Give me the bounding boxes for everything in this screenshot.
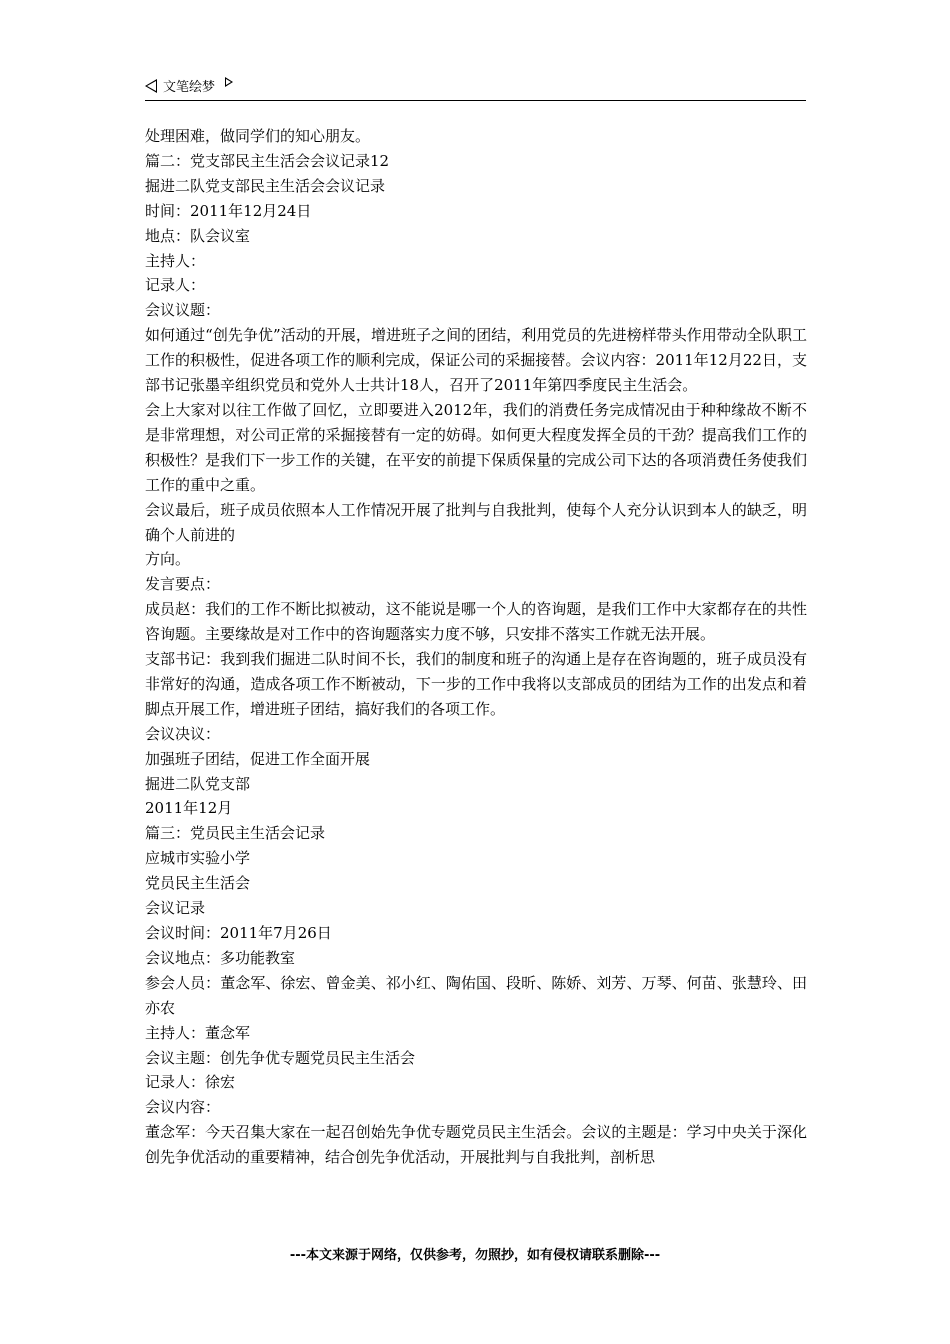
page-header	[145, 74, 806, 101]
paragraph: 会议议题：	[145, 301, 221, 320]
paragraph: 董念军：今天召集大家在一起召创始先争优专题党员民主生活会。会议的主题是：学习中央关于深化创先争优活动的重要精神，结合创先争优活动，开展批判与自我批判，剖析思	[145, 1123, 807, 1167]
paragraph: 如何通过“创先争优”活动的开展，增进班子之间的团结，利用党员的先进榜样带头作用带动全队职工工作的积极性，促进各项工作的顺利完成，保证公司的采掘接替。会议内容：2011年12月22日，支部书记张墨辛组织党员和党外人士共计18人，召开了2011年第四季度民主生活会。	[145, 326, 807, 395]
page-footer: ---本文来源于网络，仅供参考，勿照抄，如有侵权请联系删除---	[289, 1248, 661, 1263]
paragraph: 会议记录	[145, 899, 206, 918]
paragraph: 会议时间：2011年7月26日	[145, 924, 332, 942]
paragraph: 处理困难，做同学们的知心朋友。	[145, 127, 371, 145]
paragraph: 主持人：	[145, 251, 206, 270]
paragraph: 会上大家对以往工作做了回忆，立即要进入2012年，我们的消费任务完成情况由于种种缘故不断不是非常理想，对公司正常的采掘接替有一定的妨碍。如何更大程度发挥全员的干劲？提高我们工作的积极性？是我们下一步工作的关键，在平安的前提下保质保量的完成公司下达的各项消费任务使我们工作的重中之重。	[145, 400, 807, 494]
paragraph: 方向。	[145, 550, 191, 569]
paragraph: 地点：队会议室	[145, 226, 251, 245]
paragraph: 会议最后，班子成员依照本人工作情况开展了批判与自我批判，使每个人充分认识到本人的缺乏，明确个人前进的	[145, 500, 807, 544]
paragraph: 会议决议：	[145, 724, 221, 743]
paragraph: 加强班子团结，促进工作全面开展	[145, 749, 371, 768]
paragraph: 党员民主生活会	[145, 874, 251, 893]
paragraph: 掘进二队党支部民主生活会会议记录	[145, 176, 386, 195]
header-brand	[145, 76, 233, 95]
paragraph: 会议内容：	[145, 1098, 221, 1117]
paragraph: 发言要点：	[145, 575, 221, 594]
paragraph: 参会人员：董念军、徐宏、曾金美、祁小红、陶佑国、段昕、陈娇、刘芳、万琴、何苗、张慧玲、田亦农	[145, 973, 807, 1017]
paragraph: 时间：2011年12月24日	[145, 201, 312, 220]
paragraph: 2011年12月	[145, 799, 233, 818]
paragraph: 记录人：徐宏	[145, 1073, 236, 1092]
paragraph: 主持人：董念军	[145, 1023, 251, 1042]
triangle-left-icon	[145, 79, 157, 93]
paragraph: 会议地点：多功能教室	[145, 948, 296, 967]
paragraph: 支部书记：我到我们掘进二队时间不长，我们的制度和班子的沟通上是存在咨询题的，班子成员没有非常好的沟通，造成各项工作不断被动，下一步的工作中我将以支部成员的团结为工作的出发点和着脚点开展工作，增进班子团结，搞好我们的各项工作。	[145, 650, 807, 718]
section-title: 篇二：党支部民主生活会会议记录12	[145, 151, 390, 170]
triangle-right-icon	[225, 77, 233, 87]
section-title: 篇三：党员民主生活会记录	[145, 824, 326, 843]
paragraph: 记录人：	[145, 276, 206, 295]
paragraph: 应城市实验小学	[145, 849, 251, 868]
brand-text: 文笔绘梦	[163, 80, 216, 95]
document-body	[145, 124, 807, 1170]
paragraph: 成员赵：我们的工作不断比拟被动，这不能说是哪一个人的咨询题，是我们工作中大家都存在的共性咨询题。主要缘故是对工作中的咨询题落实力度不够，只安排不落实工作就无法开展。	[145, 600, 807, 644]
paragraph: 掘进二队党支部	[145, 774, 251, 793]
paragraph: 会议主题：创先争优专题党员民主生活会	[145, 1048, 416, 1067]
